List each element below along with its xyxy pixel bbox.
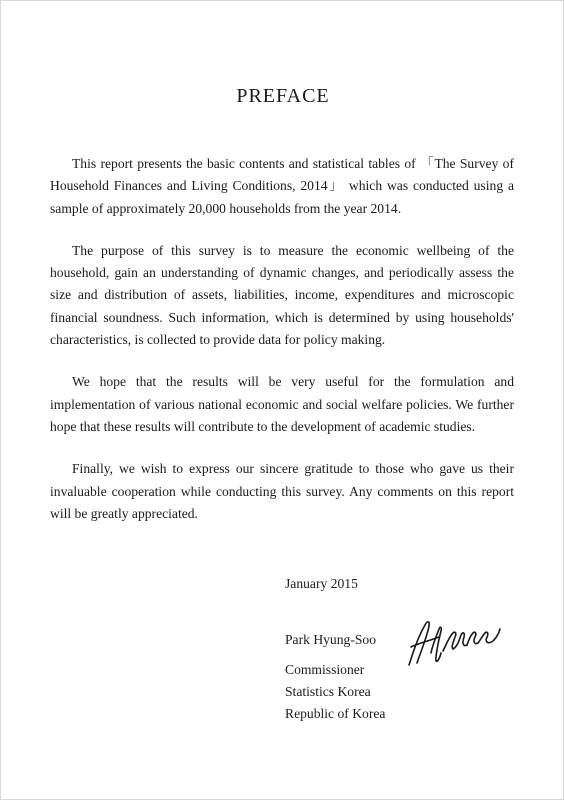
paragraph-hope: We hope that the results will be very useful for the formulation and implementation of various national economic and social welfare policies. We further hope that these results will contribute to the development of academic studies. [50, 374, 514, 434]
page-title: PREFACE [236, 85, 330, 107]
signatory-details [285, 659, 385, 725]
signatory-organization: Statistics Korea [285, 684, 371, 699]
paragraph-intro: This report presents the basic contents and statistical tables of 「The Survey of Household Finances and Living Conditions, 2014」 which was conducted using a sample of approximately 20,000 households from the year 2014. [50, 156, 514, 216]
handwritten-signature-icon [403, 613, 503, 673]
paragraph-gratitude: Finally, we wish to express our sincere gratitude to those who gave us their invaluable cooperation while conducting this survey. Any comments on this report will be greatly appreciated. [50, 461, 514, 521]
signatory-country: Republic of Korea [285, 706, 386, 721]
signatory-name: Park Hyung-Soo [285, 632, 377, 647]
paragraph-purpose: The purpose of this survey is to measure the economic wellbeing of the household, gain an understanding of dynamic changes, and periodically assess the size and distribution of assets, liabilities, income, expenditures and microscopic financial soundness. Such information, which is determined by using households' characteristics, is collected to provide data for policy making. [50, 242, 514, 348]
preface-body [50, 153, 514, 545]
signatory-title: Commissioner [285, 662, 365, 677]
document-date: January 2015 [285, 576, 358, 591]
